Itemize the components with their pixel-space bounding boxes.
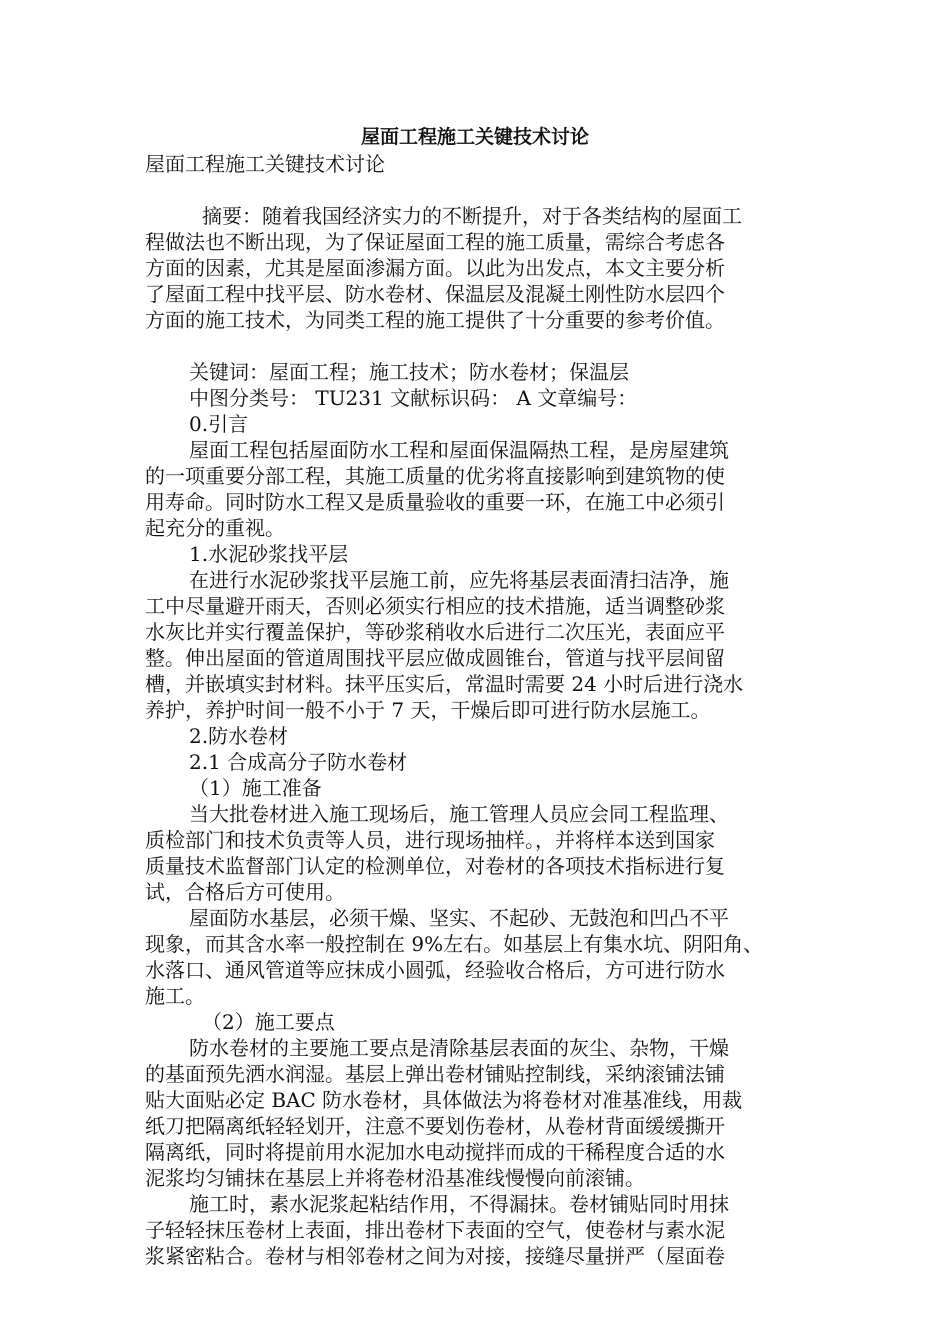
paragraph-line: 水落口、通风管道等应抹成小圆弧，经验收合格后，方可进行防水 — [145, 958, 725, 982]
section-heading: 2.防水卷材 — [189, 724, 289, 748]
classification: 中图分类号： TU231 文献标识码： A 文章编号： — [189, 386, 638, 410]
subsection-heading: 2.1 合成高分子防水卷材 — [189, 750, 408, 774]
abstract-line: 程做法也不断出现，为了保证屋面工程的施工质量，需综合考虑各 — [145, 230, 725, 254]
paragraph-line: 现象，而其含水率一般控制在 9%左右。如基层上有集水坑、阴阳角、 — [145, 932, 764, 956]
paragraph-line: 用寿命。同时防水工程又是质量验收的重要一环，在施工中必须引 — [145, 490, 725, 514]
document-title: 屋面工程施工关键技术讨论 — [360, 126, 589, 148]
paragraph-line: 水灰比并实行覆盖保护，等砂浆稍收水后进行二次压光，表面应平 — [145, 620, 725, 644]
paragraph-line: 质量技术监督部门认定的检测单位，对卷材的各项技术指标进行复 — [145, 854, 725, 878]
paragraph-line: 子轻轻抹压卷材上表面，排出卷材下表面的空气，使卷材与素水泥 — [145, 1218, 725, 1242]
paragraph-line: 施工。 — [145, 984, 205, 1008]
abstract-line: 摘要：随着我国经济实力的不断提升，对于各类结构的屋面工 — [202, 204, 742, 228]
paragraph-line: 的基面预先洒水润湿。基层上弹出卷材铺贴控制线，采纳滚铺法铺 — [145, 1062, 725, 1086]
abstract-line: 方面的因素，尤其是屋面渗漏方面。以此为出发点，本文主要分析 — [145, 256, 725, 280]
paragraph-line: 屋面防水基层，必须干燥、坚实、不起砂、无鼓泡和凹凸不平 — [189, 906, 729, 930]
paragraph-line: 施工时，素水泥浆起粘结作用，不得漏抹。卷材铺贴同时用抹 — [189, 1192, 729, 1216]
keywords: 关键词：屋面工程；施工技术；防水卷材；保温层 — [189, 360, 629, 384]
section-heading: 1.水泥砂浆找平层 — [189, 542, 349, 566]
paragraph-line: 工中尽量避开雨天，否则必须实行相应的技术措施，适当调整砂浆 — [145, 594, 725, 618]
paragraph-line: 槽，并嵌填实封材料。抹平压实后，常温时需要 24 小时后进行浇水 — [145, 672, 744, 696]
paragraph-line: 质检部门和技术负责等人员，进行现场抽样。，并将样本送到国家 — [145, 828, 715, 852]
paragraph-line: 当大批卷材进入施工现场后，施工管理人员应会同工程监理、 — [189, 802, 729, 826]
document-subtitle: 屋面工程施工关键技术讨论 — [145, 152, 385, 176]
paragraph-line: 隔离纸，同时将提前用水泥加水电动搅拌而成的干稀程度合适的水 — [145, 1140, 725, 1164]
paragraph-line: 整。伸出屋面的管道周围找平层应做成圆锥台，管道与找平层间留 — [145, 646, 725, 670]
paragraph-line: 养护，养护时间一般不小于 7 天，干燥后即可进行防水层施工。 — [145, 698, 711, 722]
paragraph-line: 纸刀把隔离纸轻轻划开，注意不要划伤卷材，从卷材背面缓缓撕开 — [145, 1114, 725, 1138]
paragraph-line: 贴大面贴必定 BAC 防水卷材，具体做法为将卷材对准基准线，用裁 — [145, 1088, 743, 1112]
paragraph-line: 在进行水泥砂浆找平层施工前，应先将基层表面清扫洁净，施 — [189, 568, 729, 592]
paragraph-line: 浆紧密粘合。卷材与相邻卷材之间为对接，接缝尽量拼严（屋面卷 — [145, 1244, 725, 1268]
paragraph-line: 防水卷材的主要施工要点是清除基层表面的灰尘、杂物，干燥 — [189, 1036, 729, 1060]
paragraph-line: 起充分的重视。 — [145, 516, 285, 540]
subsection-heading: （2）施工要点 — [202, 1010, 335, 1034]
section-heading: 0.引言 — [189, 412, 249, 436]
abstract-line: 了屋面工程中找平层、防水卷材、保温层及混凝土刚性防水层四个 — [145, 282, 725, 306]
paragraph-line: 试，合格后方可使用。 — [145, 880, 345, 904]
paragraph-line: 屋面工程包括屋面防水工程和屋面保温隔热工程，是房屋建筑 — [189, 438, 729, 462]
paragraph-line: 的一项重要分部工程，其施工质量的优劣将直接影响到建筑物的使 — [145, 464, 725, 488]
abstract-line: 方面的施工技术，为同类工程的施工提供了十分重要的参考价值。 — [145, 308, 725, 332]
subsection-heading: （1）施工准备 — [189, 776, 322, 800]
paragraph-line: 泥浆均匀铺抹在基层上并将卷材沿基准线慢慢向前滚铺。 — [145, 1166, 645, 1190]
